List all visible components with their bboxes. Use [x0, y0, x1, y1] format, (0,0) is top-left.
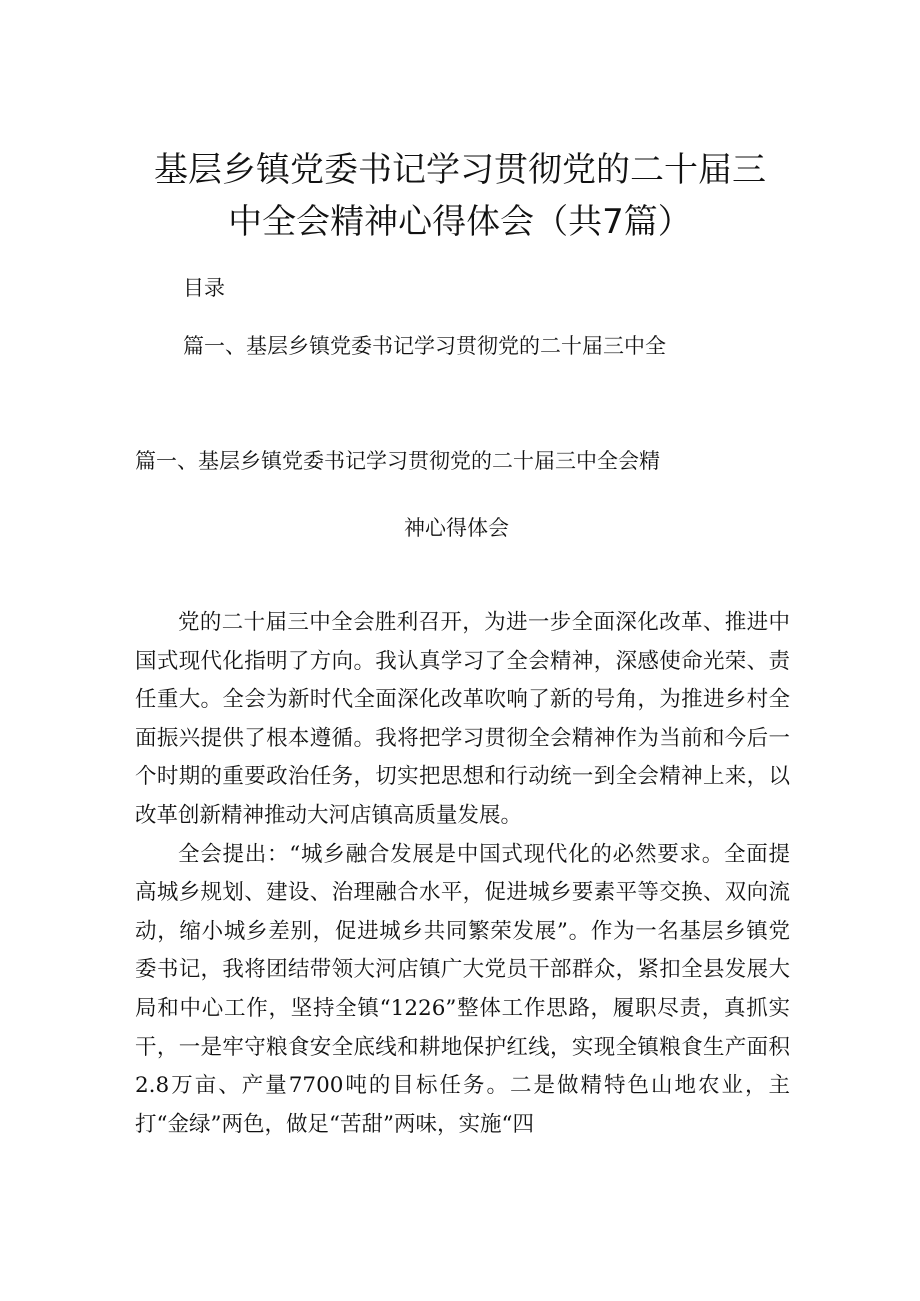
body-text — [135, 604, 790, 1144]
paragraph: 全会提出：“城乡融合发展是中国式现代化的必然要求。全面提高城乡规划、建设、治理融合水平，促进城乡要素平等交换、双向流动，缩小城乡差别，促进城乡共同繁荣发展”。作为一名基层乡镇党委书记，我将团结带领大河店镇广大党员干部群众，紧扣全县发展大局和中心工作，坚持全镇“1226”整体工作思路，履职尽责，真抓实干，一是牢守粮食安全底线和耕地保护红线，实现全镇粮食生产面积2.8万亩、产量7700吨的目标任务。二是做精特色山地农业，主打“金绿”两色，做足“苦甜”两味，实施“四 — [135, 841, 790, 1137]
document-title-line-1: 基层乡镇党委书记学习贯彻党的二十届三 — [154, 150, 766, 190]
toc-label: 目录 — [183, 276, 225, 300]
document-title-line-2: 中全会精神心得体会（共7篇） — [228, 202, 692, 242]
toc-item[interactable]: 篇一、基层乡镇党委书记学习贯彻党的二十届三中全 — [183, 334, 666, 358]
section-title-line-2: 神心得体会 — [404, 516, 509, 540]
section-title-line-1: 篇一、基层乡镇党委书记学习贯彻党的二十届三中全会精 — [135, 449, 660, 473]
paragraph: 党的二十届三中全会胜利召开，为进一步全面深化改革、推进中国式现代化指明了方向。我认真学习了全会精神，深感使命光荣、责任重大。全会为新时代全面深化改革吹响了新的号角，为推进乡村全面振兴提供了根本遵循。我将把学习贯彻全会精神作为当前和今后一个时期的重要政治任务，切实把思想和行动统一到全会精神上来，以改革创新精神推动大河店镇高质量发展。 — [135, 610, 790, 828]
